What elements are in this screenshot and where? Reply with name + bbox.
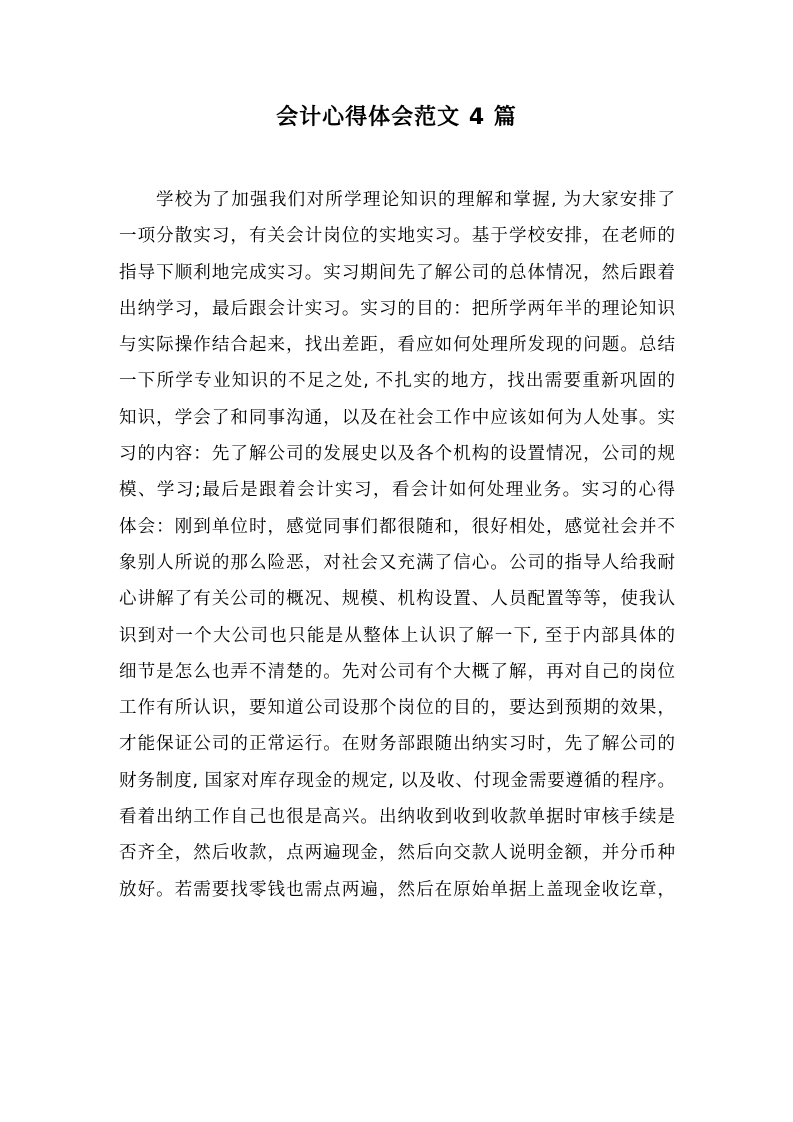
- paragraph-line: 知识，学会了和同事沟通，以及在社会工作中应该如何为人处事。实: [119, 407, 675, 428]
- paragraph-line: 看着出纳工作自己也很是高兴。出纳收到收到收款单据时审核手续是: [119, 807, 675, 828]
- paragraph-line: 习的内容：先了解公司的发展史以及各个机构的设置情况，公司的规: [119, 444, 675, 465]
- document-body: [119, 182, 675, 908]
- paragraph-line: 细节是怎么也弄不清楚的。先对公司有个大概了解，再对自己的岗位: [119, 661, 675, 682]
- paragraph-line: 与实际操作结合起来，找出差距，看应如何处理所发现的问题。总结: [119, 335, 675, 356]
- paragraph-line: 一下所学专业知识的不足之处, 不扎实的地方，找出需要重新巩固的: [119, 371, 675, 392]
- paragraph-line: 体会：刚到单位时，感觉同事们都很随和，很好相处，感觉社会并不: [119, 516, 675, 537]
- paragraph-line: 学校为了加强我们对所学理论知识的理解和掌握, 为大家安排了: [156, 190, 675, 210]
- paragraph-line: 才能保证公司的正常运行。在财务部跟随出纳实习时，先了解公司的: [119, 734, 675, 755]
- paragraph-line: 指导下顺利地完成实习。实习期间先了解公司的总体情况，然后跟着: [119, 262, 675, 283]
- paragraph-line: 一项分散实习，有关会计岗位的实地实习。基于学校安排，在老师的: [119, 226, 675, 247]
- paragraph-line: 模、学习;最后是跟着会计实习，看会计如何处理业务。实习的心得: [119, 480, 675, 501]
- paragraph-line: 出纳学习，最后跟会计实习。实习的目的：把所学两年半的理论知识: [119, 298, 675, 319]
- paragraph-line: 象别人所说的那么险恶，对社会又充满了信心。公司的指导人给我耐: [119, 552, 675, 573]
- paragraph-line: 心讲解了有关公司的概况、规模、机构设置、人员配置等等，使我认: [119, 589, 675, 610]
- paragraph-line: 工作有所认识，要知道公司设那个岗位的目的，要达到预期的效果，: [119, 698, 675, 719]
- paragraph-line: 放好。若需要找零钱也需点两遍，然后在原始单据上盖现金收讫章，: [119, 879, 675, 900]
- document-title: 会计心得体会范文 4 篇: [276, 105, 517, 130]
- paragraph-line: 识到对一个大公司也只能是从整体上认识了解一下, 至于内部具体的: [119, 625, 675, 646]
- paragraph-line: 否齐全，然后收款，点两遍现金，然后向交款人说明金额，并分币种: [119, 843, 675, 864]
- paragraph-line: 财务制度, 国家对库存现金的规定, 以及收、付现金需要遵循的程序。: [119, 770, 675, 791]
